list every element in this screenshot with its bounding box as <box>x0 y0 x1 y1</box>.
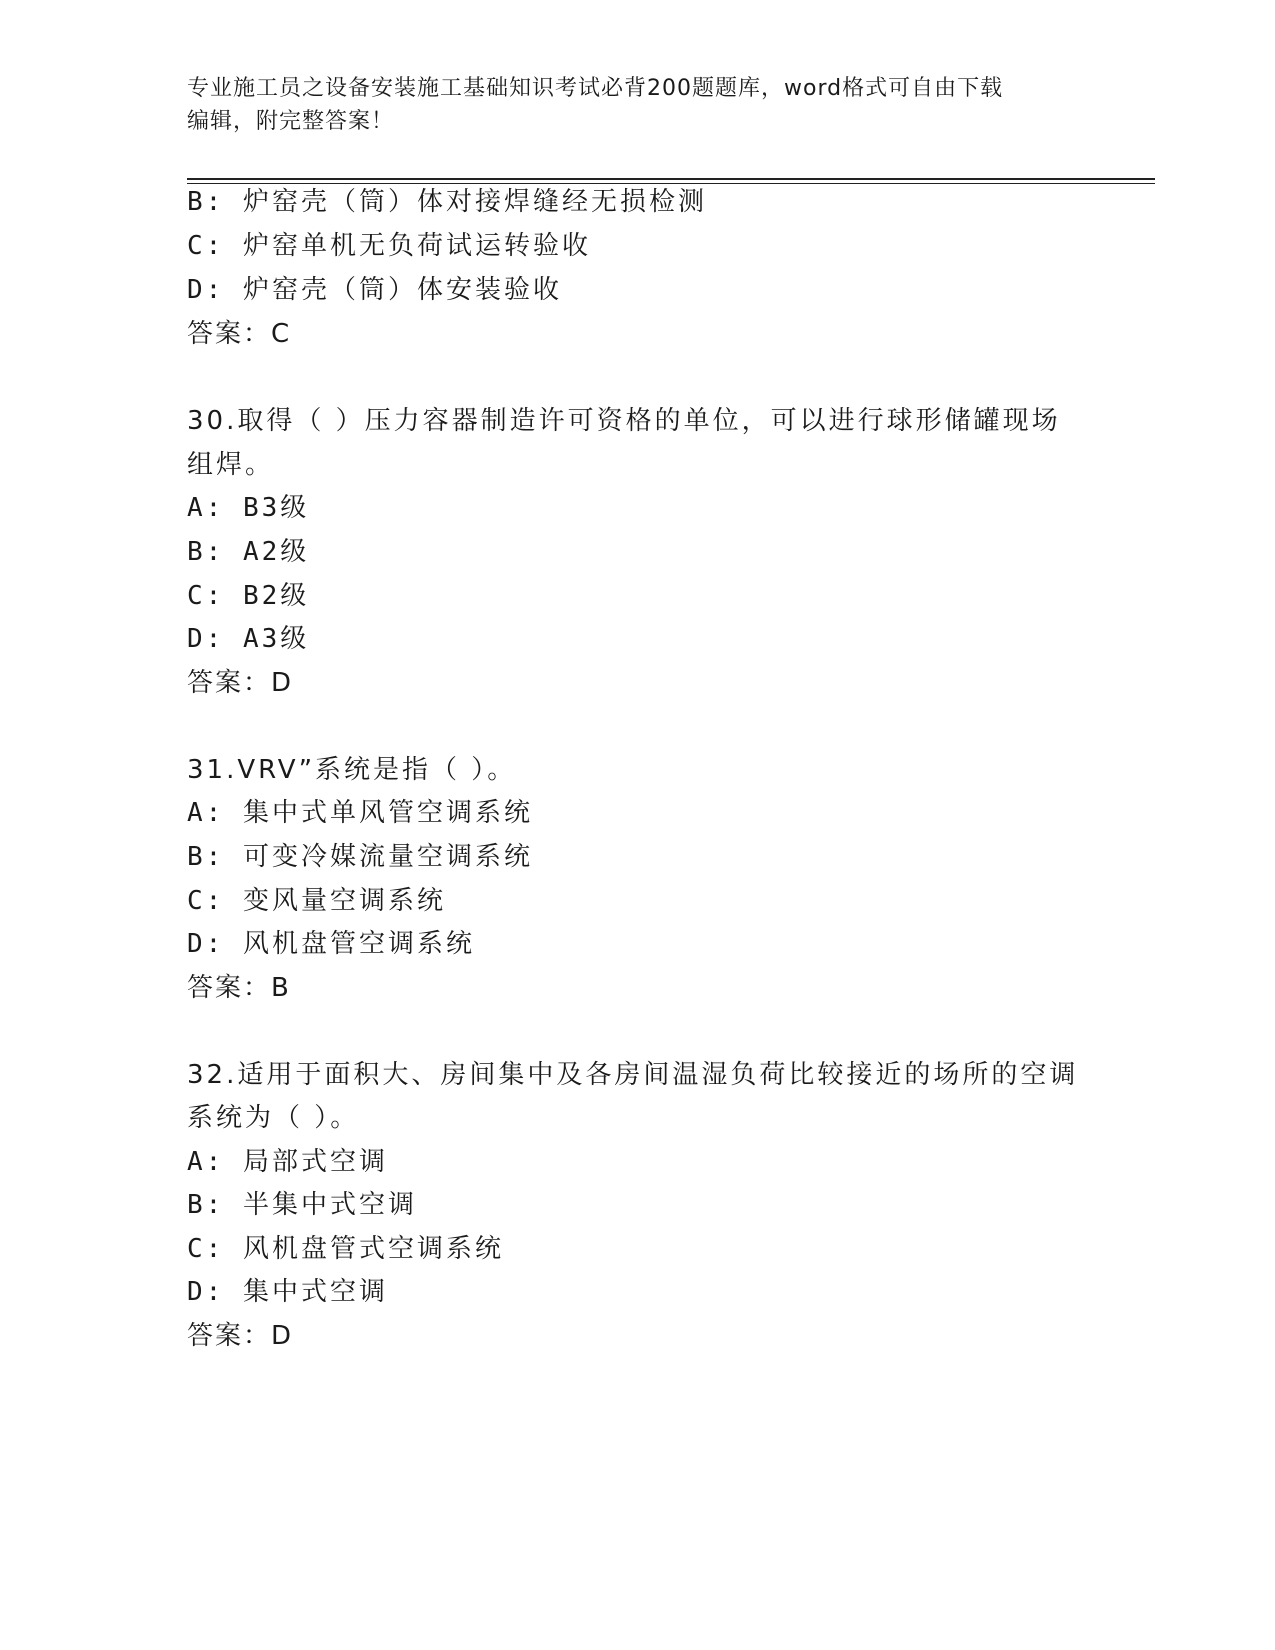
q31-answer: 答案：B <box>187 973 291 1003</box>
q32-option-b: B: 半集中式空调 <box>187 1190 417 1220</box>
q32-option-d: D: 集中式空调 <box>187 1277 388 1307</box>
q29-option-b: B: 炉窑壳（筒）体对接焊缝经无损检测 <box>187 187 707 217</box>
q31-option-c: C: 变风量空调系统 <box>187 886 446 916</box>
q30-option-c: C: B2级 <box>187 581 310 611</box>
q30-option-b: B: A2级 <box>187 537 310 567</box>
q31-option-a: A: 集中式单风管空调系统 <box>187 798 533 828</box>
q30-answer: 答案：D <box>187 668 294 698</box>
q32-stem-line-1: 32.适用于面积大、房间集中及各房间温湿负荷比较接近的场所的空调 <box>187 1060 1079 1090</box>
q32-answer: 答案：D <box>187 1321 294 1351</box>
header-divider-thick <box>187 178 1155 180</box>
q31-stem-line-1: 31.VRV”系统是指（ ）。 <box>187 755 517 785</box>
q32-option-a: A: 局部式空调 <box>187 1147 388 1177</box>
q30-stem-line-1: 30.取得（ ）压力容器制造许可资格的单位，可以进行球形储罐现场 <box>187 406 1061 436</box>
q31-option-d: D: 风机盘管空调系统 <box>187 929 475 959</box>
document-header <box>187 72 1087 138</box>
q32-stem-line-2: 系统为（ ）。 <box>187 1103 360 1133</box>
header-line-1: 专业施工员之设备安装施工基础知识考试必背200题题库，word格式可自由下载 <box>187 76 1004 101</box>
q29-option-d: D: 炉窑壳（筒）体安装验收 <box>187 275 562 305</box>
q32-option-c: C: 风机盘管式空调系统 <box>187 1234 504 1264</box>
q30-stem-line-2: 组焊。 <box>187 450 275 480</box>
q29-option-c: C: 炉窑单机无负荷试运转验收 <box>187 231 591 261</box>
q30-option-a: A: B3级 <box>187 493 310 523</box>
q30-option-d: D: A3级 <box>187 624 310 654</box>
q31-option-b: B: 可变冷媒流量空调系统 <box>187 842 533 872</box>
header-line-2: 编辑，附完整答案！ <box>187 109 395 134</box>
q29-answer: 答案：C <box>187 319 292 349</box>
